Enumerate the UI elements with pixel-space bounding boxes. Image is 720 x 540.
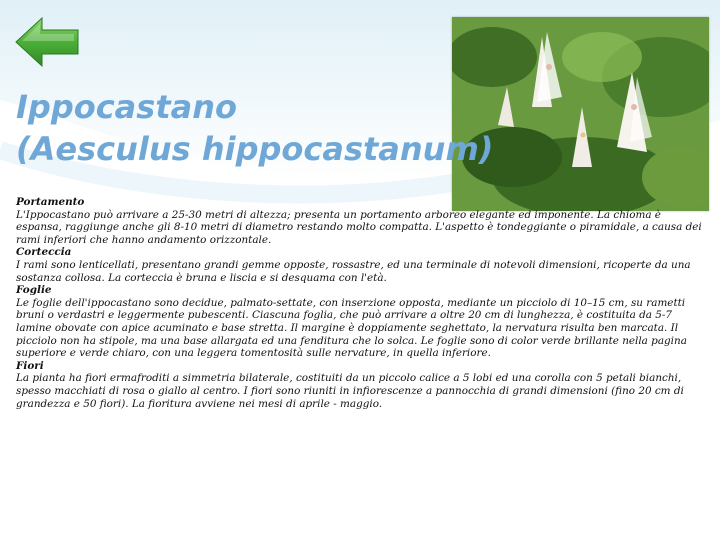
description-text [16, 196, 706, 410]
section-heading-portamento: Portamento [16, 196, 85, 208]
section-text-foglie: Le foglie dell'ippocastano sono decidue, palmato-settate, con inserzione opposta, mediante un picciolo di 10–15 cm, su rametti bruni o verdastri e leggermente pubescenti. Ciascuna foglia, che può arrivare a oltre 20 cm di lunghezza, è costituita da 5-7 lamine obovate con apice acuminato e base stretta. Il margine è doppiamente seghettato, la nervatura risulta ben marcata. Il picciolo non ha stipole, ma una base allargata ed una fenditura che lo solca. Le foglie sono di color verde brillante nella pagina superiore e verde chiaro, con una leggera tomentosità sulle nervature, in quella inferiore. [16, 296, 687, 360]
section-heading-foglie: Foglie [16, 284, 52, 297]
title-line-2: (Aesculus hippocastanum) [16, 130, 494, 168]
section-heading-fiori: Fiori [16, 359, 44, 372]
section-heading-corteccia: Corteccia [16, 246, 72, 259]
title-line-1: Ippocastano [16, 88, 237, 126]
section-text-portamento: L'Ippocastano può arrivare a 25-30 metri di altezza; presenta un portamento arboreo elegante ed imponente. La chioma è espansa, raggiunge anche gli 8-10 metri di diametro restando molto compatta. L'aspetto è tondeggiante o piramidale, a causa dei rami inferiori che hanno andamento orizzontale. [16, 208, 702, 246]
section-text-fiori: La pianta ha fiori ermafroditi a simmetria bilaterale, costituiti da un piccolo calice a 5 lobi ed una corolla con 5 petali bianchi, spesso macchiati di rosa o giallo al centro. I fiori sono riuniti in infiorescenze a pannocchia di grandi dimensioni (fino 20 cm di grandezza e 50 fiori). La fioritura avviene nei mesi di aprile - maggio. [16, 372, 684, 410]
left-arrow-icon [12, 14, 82, 70]
back-button[interactable] [12, 14, 82, 70]
section-text-corteccia: I rami sono lenticellati, presentano grandi gemme opposte, rossastre, ed una terminale di notevoli dimensioni, ricoperte da una sostanza collosa. La corteccia è bruna e liscia e si desquama con l'età. [16, 258, 691, 284]
page-title [16, 86, 493, 170]
